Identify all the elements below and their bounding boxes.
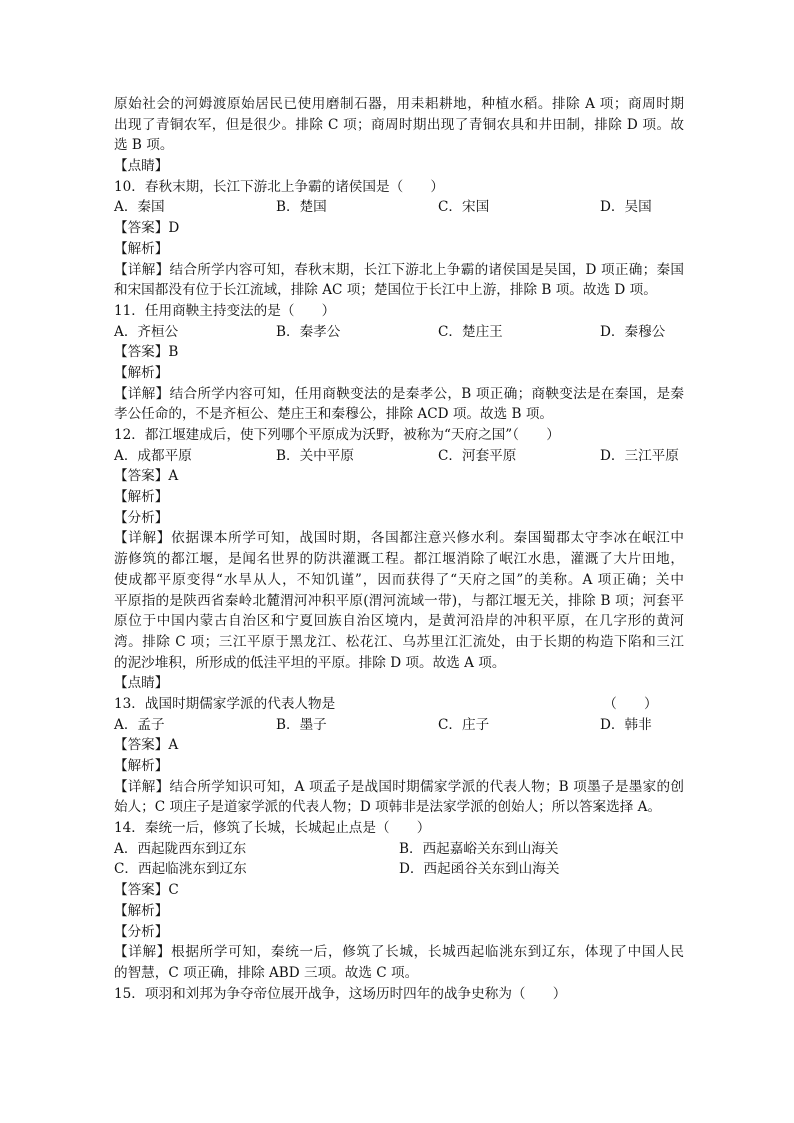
question-11-options [114, 322, 684, 343]
question-14-options-row-1 [114, 839, 684, 860]
option-c: C．河套平原 [438, 447, 517, 464]
option-d: D．韩非 [600, 716, 652, 733]
question-14-options-row-2 [114, 859, 684, 880]
detail-line: 始人；C 项庄子是道家学派的代表人物；D 项韩非是法家学派的创始人；所以答案选择 A。 [114, 799, 662, 816]
intro-line-3: 选 B 项。 [114, 137, 174, 154]
intro-line-1: 原始社会的河姆渡原始居民已使用磨制石器，用耒耜耕地，种植水稻。排除 A 项；商周时期 [114, 96, 684, 112]
option-c: C．庄子 [438, 716, 490, 733]
fenxi-label: 【分析】 [114, 923, 169, 940]
question-12-options [114, 446, 684, 467]
detail-line: 【详解】结合所学内容可知，春秋末期，长江下游北上争霸的诸侯国是吴国，D 项正确；秦国 [114, 261, 684, 278]
jiexi-label: 【解析】 [114, 364, 169, 381]
dianjing-label: 【点睛】 [114, 158, 169, 175]
option-d: D．吴国 [600, 199, 652, 216]
detail-line: 孝公任命的，不是齐桓公、楚庄王和秦穆公，排除 ACD 项。故选 B 项。 [114, 406, 554, 423]
jiexi-label: 【解析】 [114, 240, 169, 257]
option-a: A．孟子 [114, 716, 165, 733]
option-b: B．墨子 [276, 716, 327, 733]
option-a: A．齐桓公 [114, 323, 179, 340]
detail-line: 平原指的是陕西省秦岭北麓渭河冲积平原(渭河流域一带)，与都江堰无关，排除 B 项；河套平 [114, 592, 684, 609]
option-b: B．西起嘉峪关东到山海关 [399, 840, 559, 857]
option-a: A．成都平原 [114, 447, 192, 464]
detail-line: 游修筑的都江堰，是闻名世界的防洪灌溉工程。都江堰消除了岷江水患，灌溉了大片田地， [114, 551, 684, 568]
answer-label: 【答案】A [114, 468, 179, 485]
option-d: D．三江平原 [600, 447, 679, 464]
option-c: C．楚庄王 [438, 323, 503, 340]
intro-line-2: 出现了青铜农军，但是很少。排除 C 项；商周时期出现了青铜农具和井田制，排除 D 项。故 [114, 116, 684, 133]
question-13-stem [114, 694, 684, 715]
detail-line: 【详解】结合所学知识可知，A 项孟子是战国时期儒家学派的代表人物；B 项墨子是墨家的创 [114, 778, 684, 795]
answer-label: 【答案】D [114, 220, 180, 237]
detail-line: 【详解】结合所学内容可知，任用商鞅变法的是秦孝公，B 项正确；商鞅变法是在秦国，是秦 [114, 385, 684, 402]
option-c: C．西起临洮东到辽东 [114, 861, 247, 878]
question-10-options [114, 197, 684, 218]
option-b: B．楚国 [276, 199, 327, 216]
detail-line: 【详解】根据所学可知，秦统一后，修筑了长城，长城西起临洮东到辽东，体现了中国人民 [114, 944, 684, 961]
detail-line: 【详解】依据课本所学可知，战国时期，各国都注意兴修水利。秦国蜀郡太守李冰在岷江中 [114, 530, 684, 547]
detail-line: 的泥沙堆积，所形成的低洼平坦的平原。排除 D 项。故选 A 项。 [114, 654, 506, 671]
answer-bracket: （ ） [603, 695, 658, 712]
detail-line: 的智慧，C 项正确，排除 ABD 三项。故选 C 项。 [114, 964, 419, 981]
answer-label: 【答案】C [114, 882, 179, 899]
option-b: B．关中平原 [276, 447, 354, 464]
dianjing-label: 【点睛】 [114, 675, 169, 692]
option-d: D．西起函谷关东到山海关 [399, 861, 560, 878]
option-a: A．西起陇西东到辽东 [114, 840, 247, 857]
question-13-text: 13．战国时期儒家学派的代表人物是 [114, 695, 336, 712]
detail-line: 湾。排除 C 项；三江平原于黑龙江、松花江、乌苏里江汇流处，由于长期的构造下陷和三江 [114, 633, 684, 650]
question-14-stem: 14．秦统一后，修筑了长城，长城起止点是（ ） [114, 820, 431, 837]
question-12-stem: 12．都江堰建成后，使下列哪个平原成为沃野，被称为“天府之国”（ ） [114, 427, 560, 443]
option-a: A．秦国 [114, 199, 165, 216]
option-c: C．宋国 [438, 199, 490, 216]
detail-line: 和宋国都没有位于长江流域，排除 AC 项；楚国位于长江中上游，排除 B 项。故选 D 项。 [114, 282, 657, 299]
question-11-stem: 11．任用商鞅主持变法的是（ ） [114, 302, 336, 319]
jiexi-label: 【解析】 [114, 902, 169, 919]
fenxi-label: 【分析】 [114, 509, 169, 526]
detail-line: 原位于中国内蒙古自治区和宁夏回族自治区境内，是黄河沿岸的冲积平原，在几字形的黄河 [114, 613, 684, 630]
option-d: D．秦穆公 [600, 323, 666, 340]
jiexi-label: 【解析】 [114, 489, 169, 506]
answer-label: 【答案】A [114, 737, 179, 754]
answer-label: 【答案】B [114, 344, 179, 361]
detail-line: 使成都平原变得“水旱从人，不知饥谨”，因而获得了“天府之国”的美称。A 项正确；关中 [114, 571, 684, 588]
question-13-options [114, 715, 684, 736]
jiexi-label: 【解析】 [114, 758, 169, 774]
document-page [114, 94, 684, 1004]
question-15-stem: 15．项羽和刘邦为争夺帝位展开战争，这场历时四年的战争史称为（ ） [114, 985, 567, 1002]
question-10-stem: 10．春秋末期，长江下游北上争霸的诸侯国是（ ） [114, 178, 444, 195]
option-b: B．秦孝公 [276, 323, 341, 340]
